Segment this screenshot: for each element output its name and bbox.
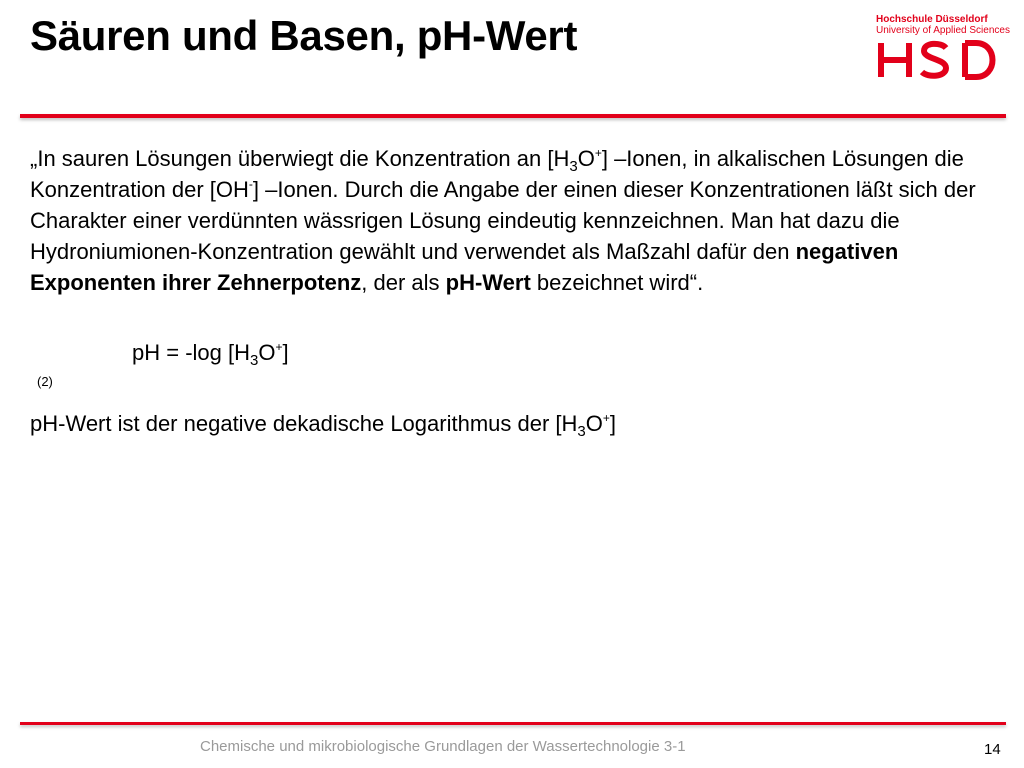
formula-text: O bbox=[258, 340, 276, 365]
footer-course-title: Chemische und mikrobiologische Grundlagen der Wassertechnologie 3-1 bbox=[200, 738, 686, 755]
slide-title: Säuren und Basen, pH-Wert bbox=[30, 12, 578, 59]
hsd-logo bbox=[876, 14, 1016, 94]
logo-university-subtitle: University of Applied Sciences bbox=[876, 25, 1010, 36]
page-number: 14 bbox=[984, 741, 1001, 758]
ph-formula bbox=[132, 337, 289, 368]
quote-paragraph bbox=[30, 143, 980, 298]
header-divider bbox=[20, 114, 1006, 118]
statement-text: ] bbox=[609, 411, 617, 436]
subscript: 3 bbox=[577, 423, 586, 440]
statement-text: O bbox=[585, 411, 603, 436]
quote-text: „In sauren Lösungen überwiegt die Konzentration an [H bbox=[30, 146, 570, 171]
hsd-wordmark-icon bbox=[876, 40, 1010, 80]
logo-university-name: Hochschule Düsseldorf bbox=[876, 14, 988, 25]
quote-bold-term: pH-Wert bbox=[445, 270, 531, 295]
superscript: + bbox=[602, 411, 610, 425]
quote-text: , der als bbox=[361, 270, 446, 295]
quote-text: ] –Ionen. Durch die Angabe der einen dieser Konzentrationen läßt sich der Charakter einer verdünnten wässrigen Lösung eindeutig kennzeichnen. Man hat dazu die Hydroniumionen-Konzentration gewählt und verwendet als Maßzahl dafür den bbox=[30, 177, 976, 264]
quote-text: ] –Ionen, in alkalischen Lösungen die Konzentration der [OH bbox=[30, 146, 964, 202]
subscript: 3 bbox=[250, 352, 259, 369]
quote-bold-term: negativen Exponenten ihrer Zehnerpotenz bbox=[30, 239, 899, 295]
formula-text: pH = -log [H bbox=[132, 340, 250, 365]
footer-divider bbox=[20, 722, 1006, 725]
superscript: - bbox=[248, 177, 253, 191]
superscript: + bbox=[594, 146, 602, 160]
superscript: + bbox=[275, 340, 283, 354]
quote-text: bezeichnet wird“. bbox=[530, 270, 704, 295]
equation-number: (2) bbox=[37, 374, 53, 389]
statement-text: pH-Wert ist der negative dekadische Logarithmus der [H bbox=[30, 411, 578, 436]
formula-text: ] bbox=[282, 340, 289, 365]
ph-definition bbox=[30, 408, 616, 439]
subscript: 3 bbox=[569, 158, 578, 175]
quote-text: O bbox=[577, 146, 595, 171]
